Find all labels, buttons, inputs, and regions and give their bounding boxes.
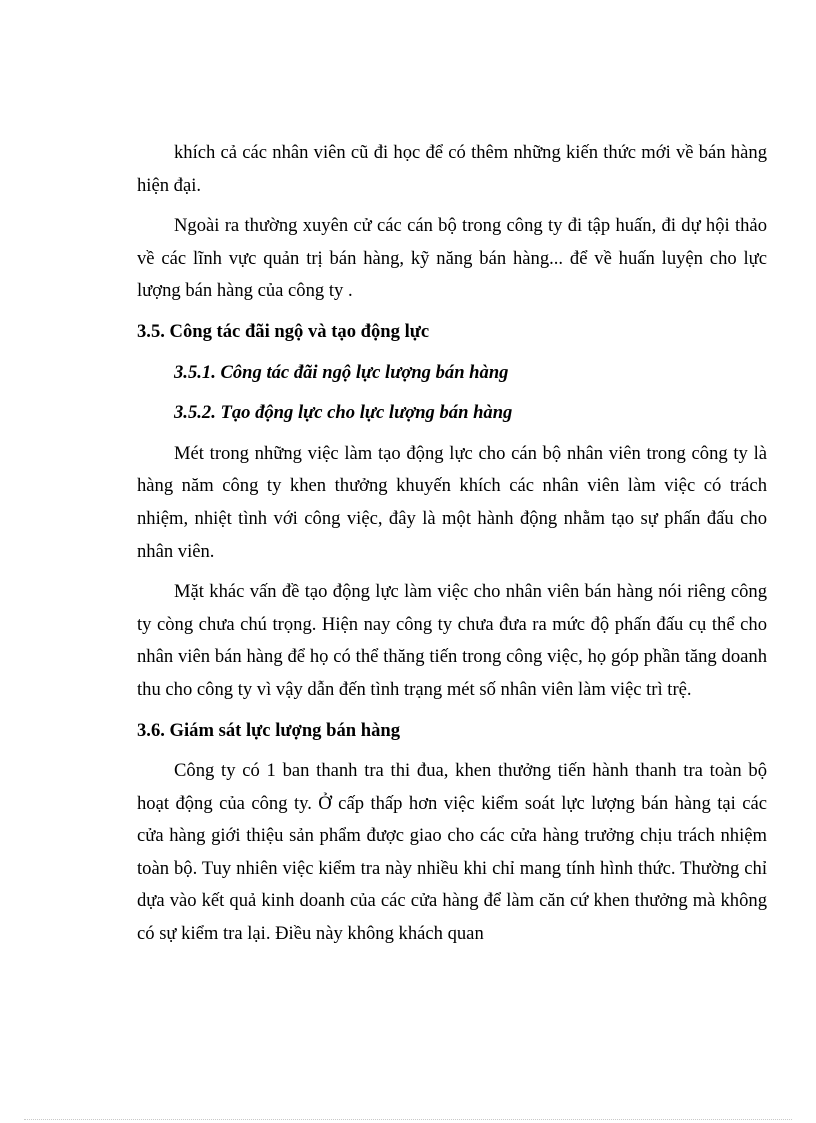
section-heading-3-5: 3.5. Công tác đãi ngộ và tạo động lực: [137, 320, 430, 342]
paragraph-supervision: Công ty có 1 ban thanh tra thi đua, khen thưởng tiến hành thanh tra toàn bộ hoạt động của công ty. Ở cấp thấp hơn việc kiểm soát lực lượng bán hàng tại các cửa hàng giới thiệu sản phẩm được giao cho các cửa hàng trưởng chịu trách nhiệm toàn bộ. Tuy nhiên việc kiểm tra này nhiều khi chỉ mang tính hình thức. Thường chỉ dựa vào kết quả kinh doanh của các cửa hàng để làm căn cứ khen thưởng mà không có sự kiểm tra lại. Điều này không khách quan: [137, 760, 767, 945]
paragraph-training-seminars: Ngoài ra thường xuyên cử các cán bộ trong công ty đi tập huấn, đi dự hội thảo về các lĩnh vực quản trị bán hàng, kỹ năng bán hàng... để về huấn luyện cho lực lượng bán hàng của công ty .: [137, 215, 767, 302]
page-bottom-dotted-rule: [24, 1119, 792, 1120]
paragraph-training-continuation: khích cả các nhân viên cũ đi học để có thêm những kiến thức mới về bán hàng hiện đại.: [137, 142, 767, 196]
subsection-heading-3-5-2: 3.5.2. Tạo động lực cho lực lượng bán hàng: [174, 402, 513, 424]
subsection-heading-3-5-1: 3.5.1. Công tác đãi ngộ lực lượng bán hàng: [174, 361, 509, 383]
paragraph-motivation-rewards: Mét trong những việc làm tạo động lực cho cán bộ nhân viên trong công ty là hàng năm công ty khen thưởng khuyến khích các nhân viên làm việc có trách nhiệm, nhiệt tình với công việc, đây là một hành động nhằm tạo sự phấn đấu cho nhân viên.: [137, 442, 767, 562]
document-body: [137, 137, 767, 959]
paragraph-motivation-issues: Mặt khác vấn đề tạo động lực làm việc cho nhân viên bán hàng nói riêng công ty còng chưa chú trọng. Hiện nay công ty chưa đưa ra mức độ phấn đấu cụ thể cho nhân viên bán hàng để họ có thể thăng tiến trong công việc, họ góp phần tăng doanh thu cho công ty vì vậy dẫn đến tình trạng mét số nhân viên làm việc trì trệ.: [137, 581, 767, 700]
section-heading-3-6: 3.6. Giám sát lực lượng bán hàng: [137, 719, 401, 741]
